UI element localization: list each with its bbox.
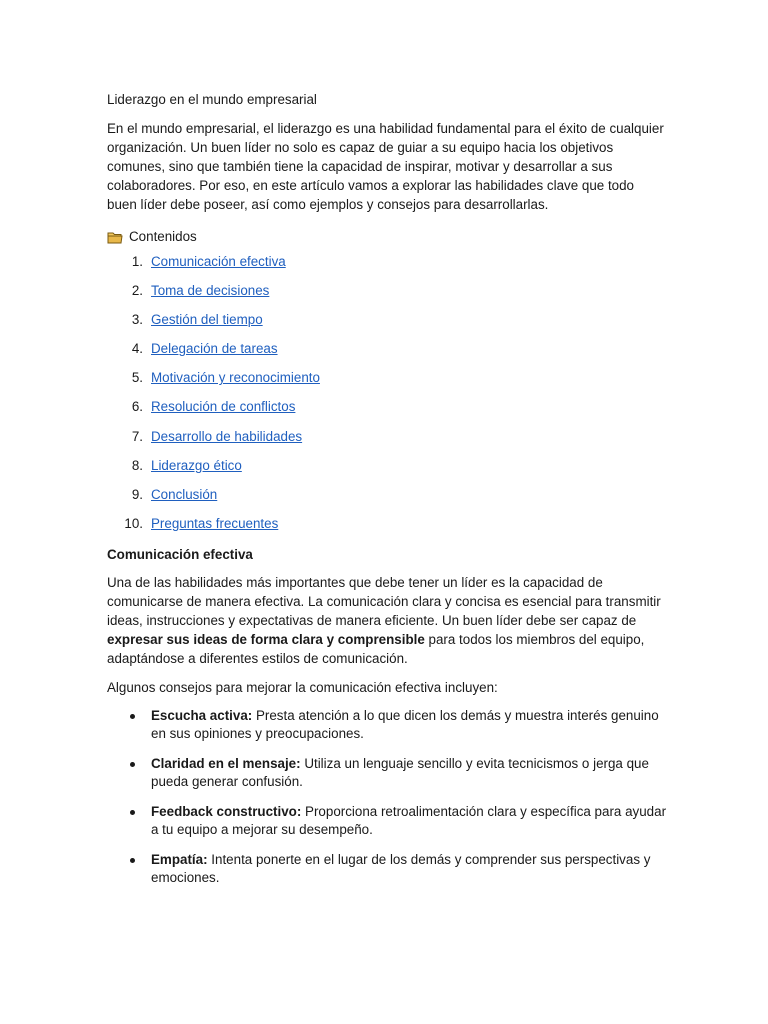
tip-term: Feedback constructivo: bbox=[151, 803, 302, 819]
toc-number: 3. bbox=[131, 312, 143, 328]
intro-paragraph: En el mundo empresarial, el liderazgo es una habilidad fundamental para el éxito de cualquier organización. Un buen líder no solo es capaz de guiar a su equipo hacia los objetivos comunes, sino que también tiene la capacidad de inspirar, motivar y desarrollar a sus colaboradores. Por eso, en este artículo vamos a explorar las habilidades clave que todo buen líder debe poseer, así como ejemplos y consejos para desarrollarlas. bbox=[107, 121, 664, 212]
list-item bbox=[107, 707, 667, 744]
toc-item bbox=[107, 254, 667, 283]
toc-item bbox=[107, 487, 667, 516]
toc-link-preguntas-frecuentes[interactable]: Preguntas frecuentes bbox=[151, 515, 279, 531]
toc-number: 5. bbox=[131, 370, 143, 386]
paragraph-text: para todos los miembros del equipo, adaptándose a diferentes estilos de comunicación. bbox=[107, 631, 645, 666]
toc-number: 6. bbox=[131, 399, 143, 415]
tip-text bbox=[151, 851, 667, 888]
tips-list bbox=[107, 707, 667, 888]
toc-item bbox=[107, 370, 667, 399]
toc-number: 10. bbox=[124, 515, 143, 531]
bullet-icon bbox=[107, 851, 151, 888]
tip-description: Utiliza un lenguaje sencillo y evita tecnicismos o jerga que pueda generar confusión. bbox=[151, 755, 649, 790]
tip-term: Claridad en el mensaje: bbox=[151, 755, 301, 771]
toc-item bbox=[107, 458, 667, 487]
toc-label: Contenidos bbox=[129, 229, 197, 244]
toc-list bbox=[107, 254, 667, 545]
toc-number: 7. bbox=[131, 428, 143, 444]
paragraph-text: Una de las habilidades más importantes que debe tener un líder es la capacidad de comunicarse de manera efectiva. La comunicación clara y concisa es esencial para transmitir ideas, instrucciones y expectativas de manera eficiente. Un buen líder debe ser capaz de bbox=[107, 574, 661, 628]
toc-link-resolucion-de-conflictos[interactable]: Resolución de conflictos bbox=[151, 399, 296, 415]
toc-link-delegacion-de-tareas[interactable]: Delegación de tareas bbox=[151, 341, 278, 357]
toc-number: 8. bbox=[131, 457, 143, 473]
bullet-icon bbox=[107, 803, 151, 840]
list-item bbox=[107, 755, 667, 792]
toc-header bbox=[107, 227, 667, 246]
toc-item bbox=[107, 429, 667, 458]
tip-description: Proporciona retroalimentación clara y específica para ayudar a tu equipo a mejorar su desempeño. bbox=[151, 803, 667, 838]
toc-item bbox=[107, 516, 667, 545]
tips-intro: Algunos consejos para mejorar la comunicación efectiva incluyen: bbox=[107, 679, 498, 695]
tip-term: Escucha activa: bbox=[151, 707, 253, 723]
tip-description: Intenta ponerte en el lugar de los demás y comprender sus perspectivas y emociones. bbox=[151, 851, 651, 886]
toc-item bbox=[107, 283, 667, 312]
toc-item bbox=[107, 399, 667, 428]
toc-link-comunicacion-efectiva[interactable]: Comunicación efectiva bbox=[151, 254, 286, 269]
toc-link-motivacion-y-reconocimiento[interactable]: Motivación y reconocimiento bbox=[151, 370, 320, 386]
toc-link-conclusion[interactable]: Conclusión bbox=[151, 486, 218, 502]
tip-text bbox=[151, 707, 667, 744]
toc-number: 9. bbox=[131, 486, 143, 502]
toc-link-gestion-del-tiempo[interactable]: Gestión del tiempo bbox=[151, 312, 263, 328]
tip-term: Empatía: bbox=[151, 851, 208, 867]
toc-item bbox=[107, 312, 667, 341]
list-item bbox=[107, 851, 667, 888]
tip-text bbox=[151, 755, 667, 792]
toc-link-liderazgo-etico[interactable]: Liderazgo ético bbox=[151, 457, 242, 473]
section-heading: Comunicación efectiva bbox=[107, 546, 253, 562]
list-item bbox=[107, 803, 667, 840]
paragraph-bold-text: expresar sus ideas de forma clara y comprensible bbox=[107, 631, 425, 647]
bullet-icon bbox=[107, 707, 151, 744]
document-content bbox=[107, 90, 667, 899]
section-paragraph bbox=[107, 573, 667, 668]
toc-link-desarrollo-de-habilidades[interactable]: Desarrollo de habilidades bbox=[151, 428, 303, 444]
tip-description: Presta atención a lo que dicen los demás y muestra interés genuino en sus opiniones y preocupaciones. bbox=[151, 707, 659, 742]
folder-icon bbox=[107, 230, 123, 243]
toc-number: 1. bbox=[131, 254, 143, 269]
toc-item bbox=[107, 341, 667, 370]
document-title: Liderazgo en el mundo empresarial bbox=[107, 92, 317, 107]
toc-number: 2. bbox=[131, 283, 143, 299]
toc-link-toma-de-decisiones[interactable]: Toma de decisiones bbox=[151, 283, 270, 299]
tip-text bbox=[151, 803, 667, 840]
toc-number: 4. bbox=[131, 341, 143, 357]
bullet-icon bbox=[107, 755, 151, 792]
